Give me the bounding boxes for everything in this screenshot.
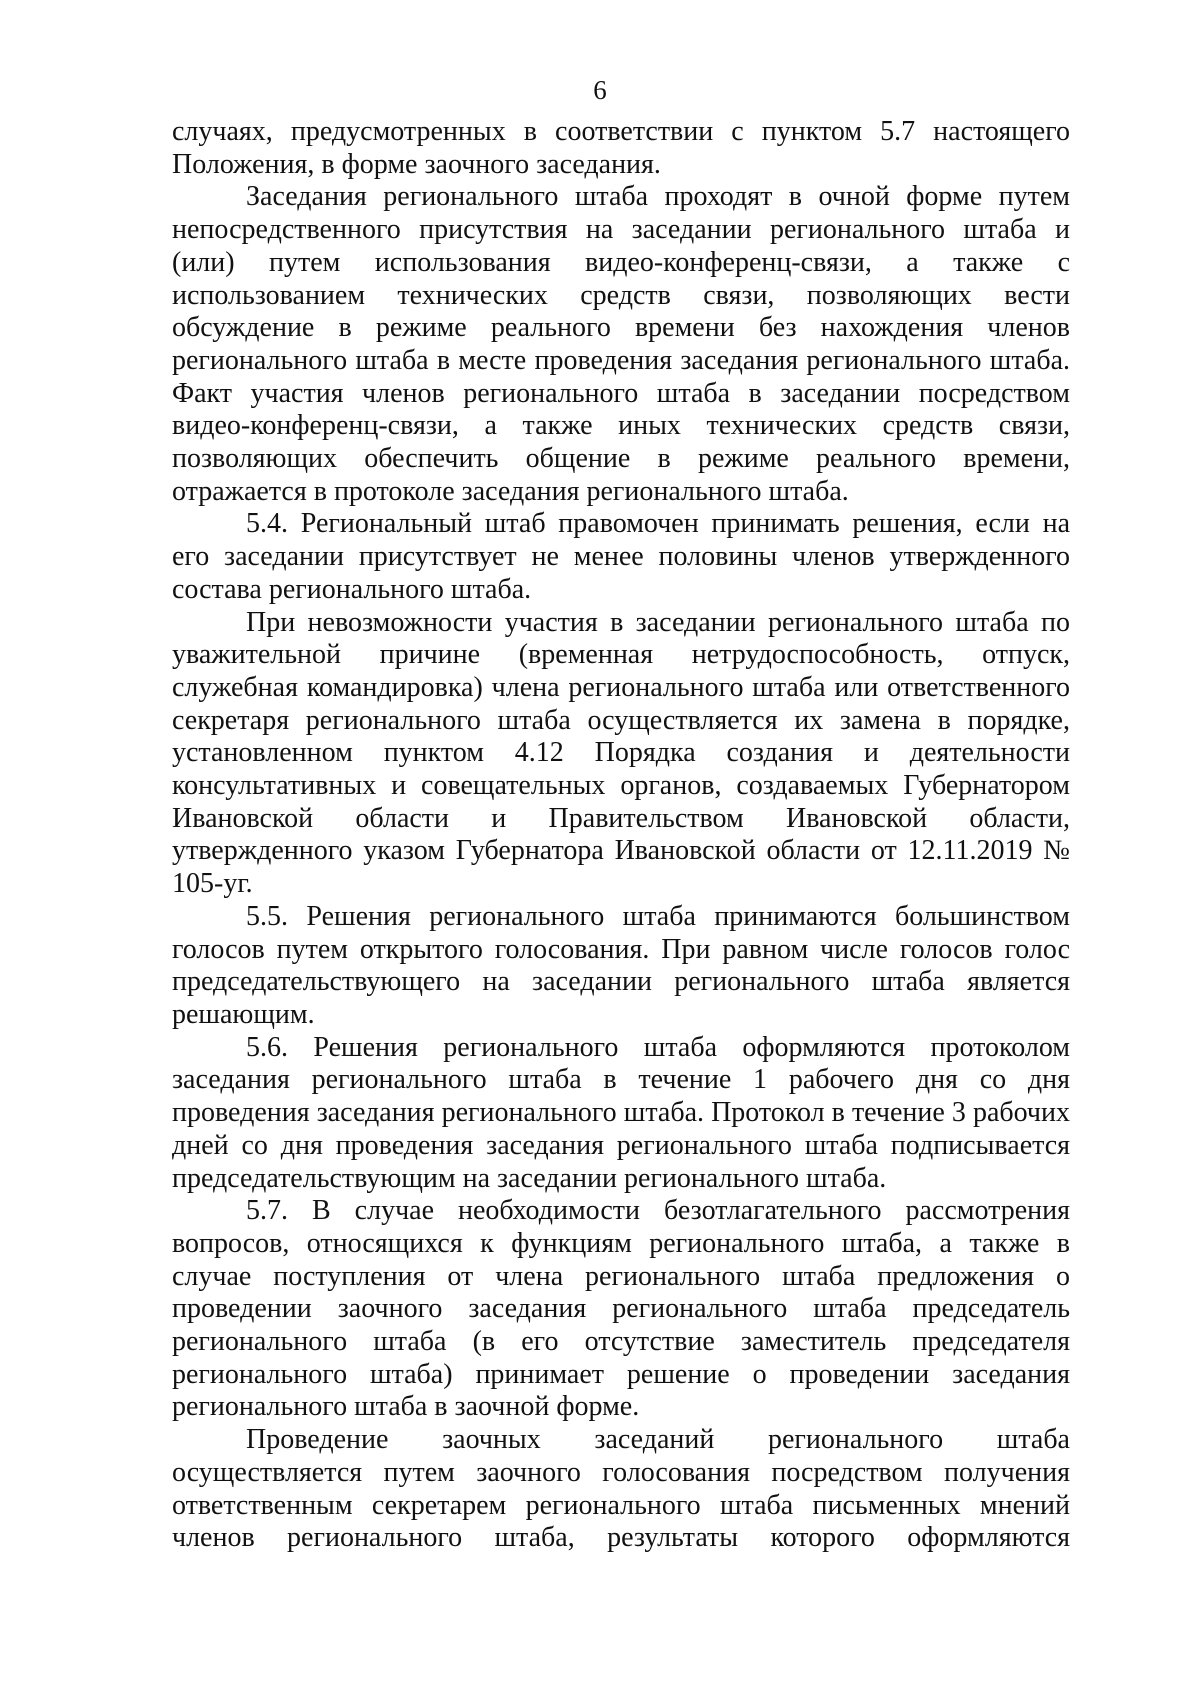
paragraph-absentee-voting: Проведение заочных заседаний регионального штаба осуществляется путем заочного голосования посредством получения ответственным секретарем регионального штаба письменных мнений членов регионального штаба, результаты которого оформляются xyxy=(172,1424,1070,1554)
paragraph-replacement: При невозможности участия в заседании регионального штаба по уважительной причине (временная нетрудоспособность, отпуск, служебная командировка) члена регионального штаба или ответственного секретаря регионального штаба осуществляется их замена в порядке, установленном пунктом 4.12 Порядка создания и деятельности консультативных и совещательных органов, создаваемых Губернатором Ивановской области и Правительством Ивановской области, утвержденного указом Губернатора Ивановской области от 12.11.2019 № 105-уг. xyxy=(172,606,1070,900)
paragraph-5-4: 5.4. Региональный штаб правомочен принимать решения, если на его заседании присутствует не менее половины членов утвержденного состава регионального штаба. xyxy=(172,508,1070,605)
page-number: 6 xyxy=(593,75,607,105)
paragraph-5-6: 5.6. Решения регионального штаба оформляются протоколом заседания регионального штаба в течение 1 рабочего дня со дня проведения заседания регионального штаба. Протокол в течение 3 рабочих дней со дня проведения заседания регионального штаба подписывается председательствующим на заседании регионального штаба. xyxy=(172,1031,1070,1194)
paragraph-5-7: 5.7. В случае необходимости безотлагательного рассмотрения вопросов, относящихся к функциям регионального штаба, а также в случае поступления от члена регионального штаба предложения о проведении заочного заседания регионального штаба председатель регионального штаба (в его отсутствие заместитель председателя регионального штаба) принимает решение о проведении заседания регионального штаба в заочной форме. xyxy=(172,1195,1070,1423)
document-body xyxy=(172,116,1070,1555)
paragraph-meeting-format: Заседания регионального штаба проходят в очной форме путем непосредственного присутствия на заседании регионального штаба и (или) путем использования видео-конференц-связи, а также с использованием технических средств связи, позволяющих вести обсуждение в режиме реального времени без нахождения членов регионального штаба в месте проведения заседания регионального штаба. Факт участия членов регионального штаба в заседании посредством видео-конференц-связи, а также иных технических средств связи, позволяющих обеспечить общение в режиме реального времени, отражается в протоколе заседания регионального штаба. xyxy=(172,181,1070,507)
paragraph-continuation: случаях, предусмотренных в соответствии с пунктом 5.7 настоящего Положения, в форме заочного заседания. xyxy=(172,116,1070,180)
paragraph-5-5: 5.5. Решения регионального штаба принимаются большинством голосов путем открытого голосования. При равном числе голосов голос председательствующего на заседании регионального штаба является решающим. xyxy=(172,900,1070,1030)
